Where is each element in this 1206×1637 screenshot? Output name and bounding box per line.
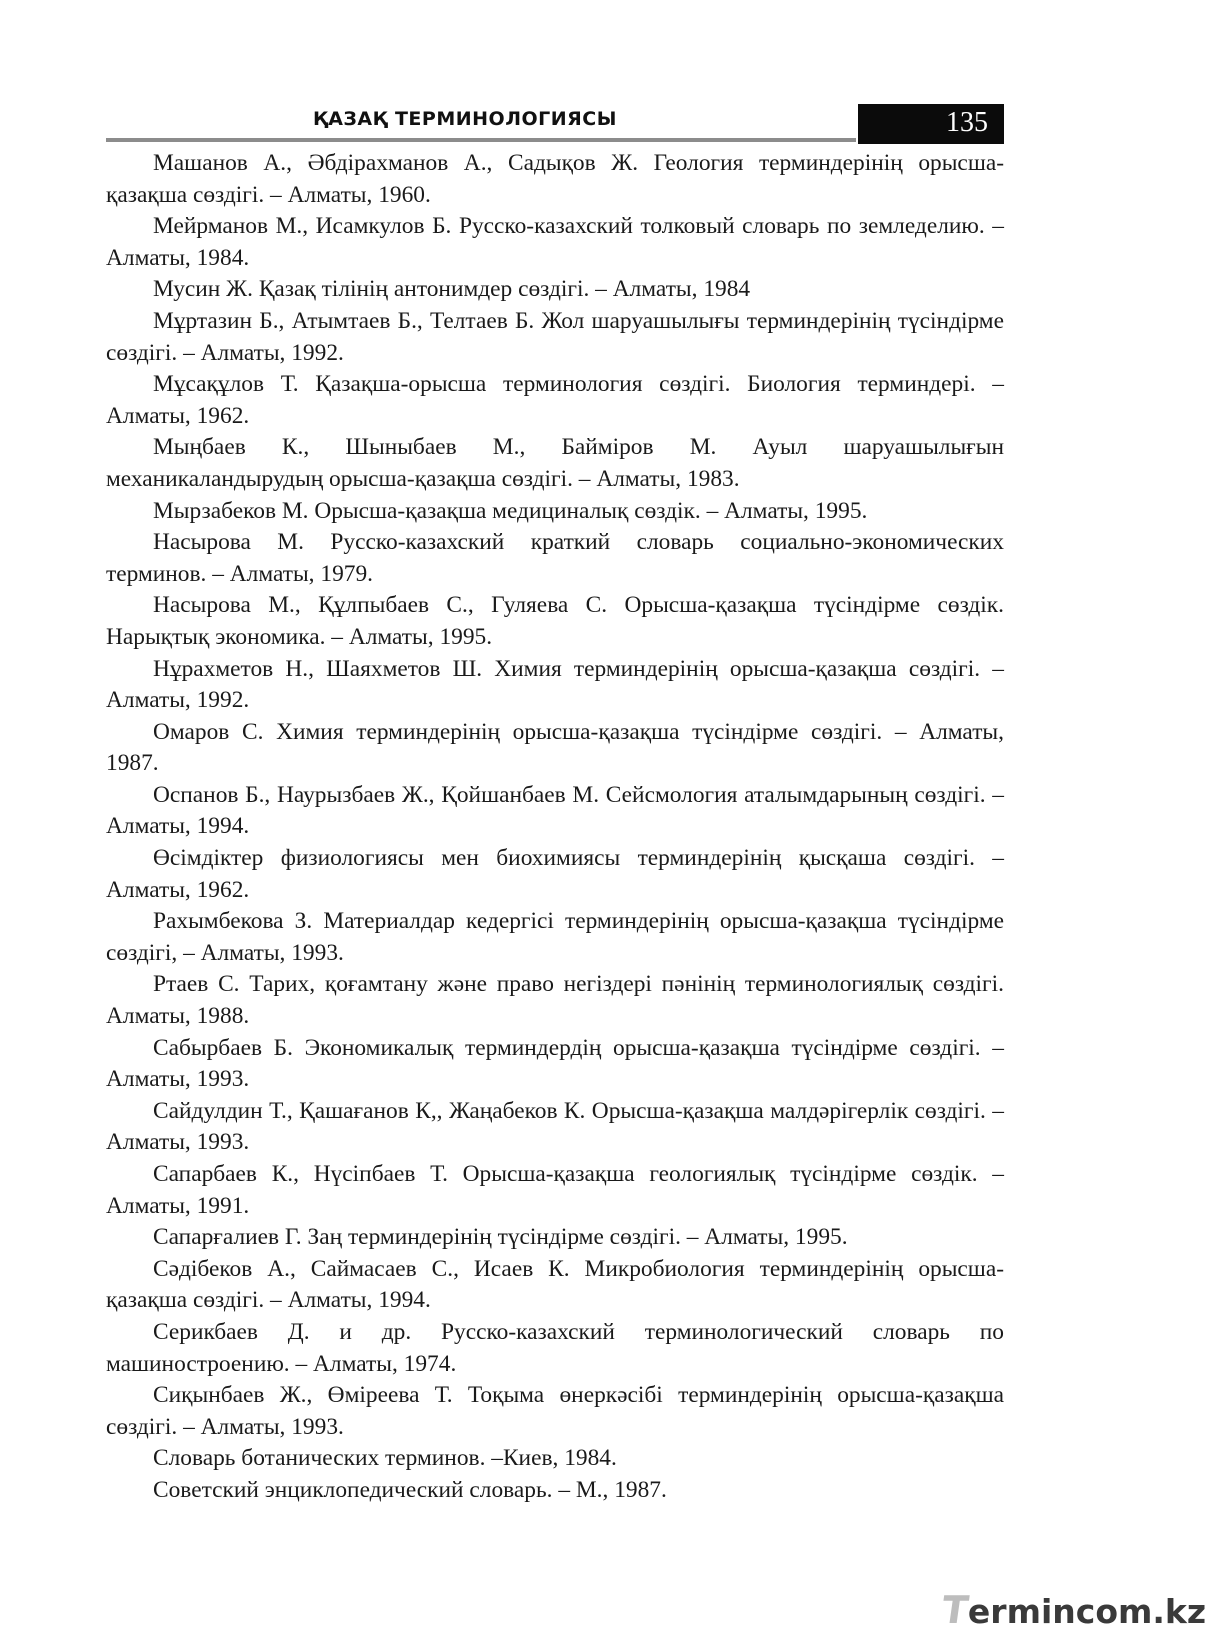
watermark-logo-letter: T <box>938 1588 972 1632</box>
reference-entry: Насырова М., Құлпыбаев С., Гуляева С. Орысша-қазақша түсіндірме сөздік. Нарықтық экономика. – Алматы, 1995. <box>106 592 1004 650</box>
reference-entry: Словарь ботанических терминов. –Киев, 1984. <box>153 1445 617 1472</box>
page-number: 135 <box>946 107 988 138</box>
reference-entry: Сиқынбаев Ж., Өміреева Т. Тоқыма өнеркәсібі терминдерінің орысша-қазақша сөздігі. – Алматы, 1993. <box>106 1382 1004 1440</box>
reference-entry: Ртаев С. Тарих, қоғамтану және право негіздері пәнінің терминологиялық сөздігі. Алматы, 1988. <box>106 971 1004 1030</box>
reference-entry: Сапарғалиев Г. Заң терминдерінің түсіндірме сөздігі. – Алматы, 1995. <box>153 1224 848 1251</box>
reference-entry: Серикбаев Д. и др. Русско-казахский терминологический словарь по машиностроению. – Алматы, 1974. <box>106 1318 1004 1377</box>
header-rule <box>106 138 856 142</box>
reference-entry: Оспанов Б., Наурызбаев Ж., Қойшанбаев М. Сейсмология аталымдарының сөздігі. – Алматы, 1994. <box>106 781 1004 840</box>
running-header-title: ҚАЗАҚ ТЕРМИНОЛОГИЯСЫ <box>313 108 617 130</box>
reference-entry: Сәдібеков А., Саймасаев С., Исаев К. Микробиология терминдерінің орысша-қазақша сөздігі. – Алматы, 1994. <box>106 1255 1004 1314</box>
reference-entry: Насырова М. Русско-казахский краткий словарь социально-экономических терминов. – Алматы, 1979. <box>106 529 1004 587</box>
reference-entry: Мыңбаев К., Шыныбаев М., Байміров М. Ауыл шаруашылығын механикаландырудың орысша-қазақша сөздігі. – Алматы, 1983. <box>106 434 1004 492</box>
reference-entry: Мұсақұлов Т. Қазақша-орысша терминология сөздігі. Биология терминдері. – Алматы, 1962. <box>106 371 1004 429</box>
reference-entry: Сапарбаев К., Нүсіпбаев Т. Орысша-қазақша геологиялық түсіндірме сөздік. – Алматы, 1991. <box>106 1161 1004 1219</box>
reference-entry: Сабырбаев Б. Экономикалық терминдердің орысша-қазақша түсіндірме сөздігі. – Алматы, 1993. <box>106 1034 1004 1093</box>
reference-entry: Сайдулдин Т., Қашағанов К,, Жаңабеков К. Орысша-қазақша малдәрігерлік сөздігі. – Алматы, 1993. <box>106 1097 1004 1156</box>
reference-entry: Омаров С. Химия терминдерінің орысша-қазақша түсіндірме сөздігі. – Алматы, 1987. <box>106 718 1004 777</box>
page-number-box <box>858 104 1004 144</box>
reference-list <box>106 148 1004 1507</box>
reference-entry: Нұрахметов Н., Шаяхметов Ш. Химия терминдерінің орысша-қазақша сөздігі. – Алматы, 1992. <box>106 655 1004 714</box>
reference-entry: Советский энциклопедический словарь. – М., 1987. <box>153 1476 667 1503</box>
reference-entry: Мусин Ж. Қазақ тілінің антонимдер сөздігі. – Алматы, 1984 <box>153 276 751 303</box>
reference-entry: Өсімдіктер физиологиясы мен биохимиясы терминдерінің қысқаша сөздігі. – Алматы, 1962. <box>106 845 1004 903</box>
reference-entry: Мейрманов М., Исамкулов Б. Русско-казахский толковый словарь по земледелию. – Алматы, 1984. <box>106 213 1004 271</box>
reference-entry: Мұртазин Б., Атымтаев Б., Телтаев Б. Жол шаруашылығы терминдерінің түсіндірме сөздігі. – Алматы, 1992. <box>106 307 1004 366</box>
reference-entry: Мырзабеков М. Орысша-қазақша медициналық сөздік. – Алматы, 1995. <box>153 497 868 524</box>
watermark-text: ermincom.kz <box>967 1592 1206 1631</box>
site-watermark <box>938 1588 1206 1632</box>
running-header <box>106 104 1004 146</box>
reference-entry: Машанов А., Әбдірахманов А., Садықов Ж. Геология терминдерінің орысша-қазақша сөздігі. – Алматы, 1960. <box>106 150 1004 208</box>
reference-entry: Рахымбекова З. Материалдар кедергісі терминдерінің орысша-қазақша түсіндірме сөздігі, – Алматы, 1993. <box>106 908 1004 966</box>
